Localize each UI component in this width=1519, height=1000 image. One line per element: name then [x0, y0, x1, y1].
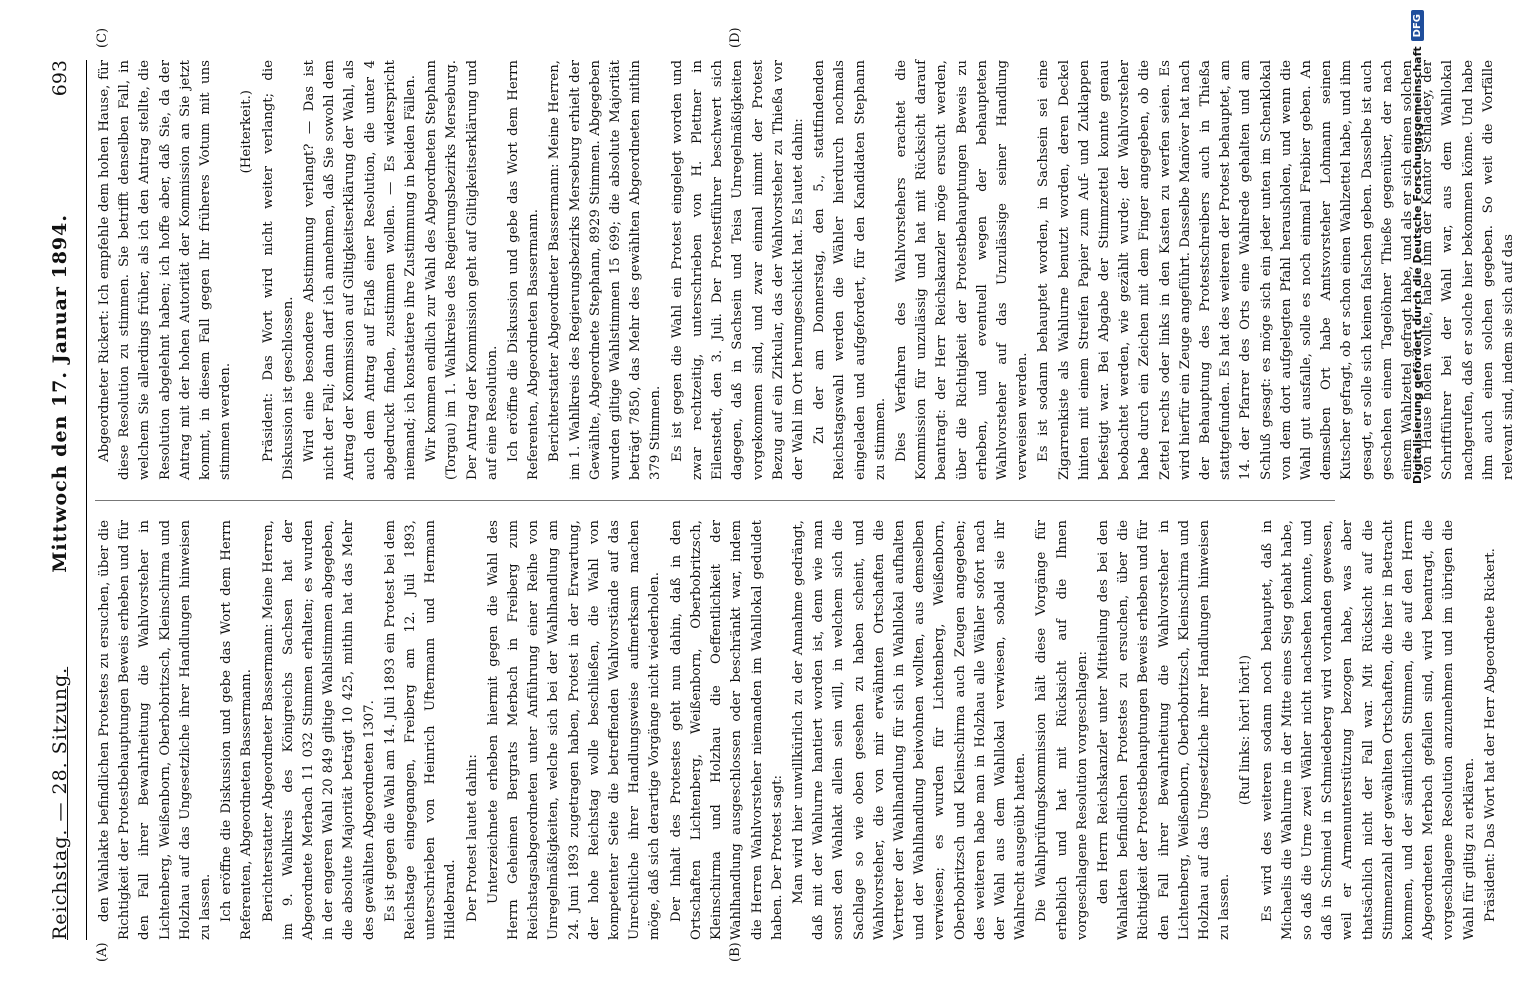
margin-marker-b: (B) — [728, 942, 743, 962]
paragraph: Es ist gegen die Wahl am 14. Juli 1893 ein Protest bei dem Reichstage eingegangen, Freiberg am 12. Juli 1893, unterschrieben von Heinrich Uftermann und Hermann Hildebrand. — [382, 520, 459, 940]
margin-marker-c: (C) — [95, 27, 110, 48]
paragraph: Es ist gegen die Wahl ein Protest eingelegt worden und zwar rechtzeitig, unterschrieben von H. Plettner in Eilenstedt, den 3. Juli. Der Protestführer beschwert sich dagegen, daß in Sachsein und Teisa Unregelmäßigkeiten vorgekommen sind, und zwar einmal nimmt der Protest Bezug auf ein Zirkular, das der Wahlvorsteher zu Thießa vor der Wahl im Ort herumgeschickt hat. Es lautet dahin: — [669, 60, 806, 480]
dfg-logo: DFG — [1411, 10, 1424, 41]
footer-text: Digitalisierung gefördert durch die Deutsche Forschungsgemeinschaft — [1411, 46, 1424, 485]
header-rule — [86, 60, 87, 940]
paragraph: Wird eine besondere Abstimmung verlangt? — Das ist nicht der Fall; dann darf ich annehmen, daß Sie sowohl dem Antrag der Kommission auf Giltigkeitserklärung der Wahl, als auch dem Antrag auf Erlaß einer Resolution, die unter 4 abgedruckt finden, zustimmen wollen. — Es widerspricht niemand; ich konstatiere ihre Zustimmung in beiden Fällen. — [302, 60, 419, 480]
paragraph: Ich eröffne die Diskussion und gebe das Wort dem Herrn Referenten, Abgeordneten Bassermann. — [219, 520, 255, 940]
left-column — [95, 520, 1498, 940]
page-header — [40, 60, 80, 940]
paragraph: (Ruf links: hört! hört!) — [1238, 654, 1254, 806]
paragraph: Berichterstatter Abgeordneter Bassermann: Meine Herren, im 9. Wahlkreis des Königreichs Sachsen hat der Abgeordnete Merbach 11 032 Stimmen erhalten; es wurden in der engeren Wahl 20 849 giltige Wahlstimmen abgegeben, die absolute Majorität beträgt 10 425, mithin hat das Mehr des gewählten Abgeordneten 1307. — [260, 520, 377, 940]
paragraph: Wir kommen endlich zur Wahl des Abgeordneten Stephann (Torgau) im 1. Wahlkreise des Regierungsbezirks Merseburg. Der Antrag der Kommission geht auf Giltigkeitserklärung und auf eine Resolution. — [424, 60, 500, 480]
margin-marker-d: (D) — [728, 27, 743, 48]
paragraph: Präsident: Das Wort hat der Herr Abgeordnete Rickert. — [1482, 548, 1498, 922]
paragraph: Präsident: Das Wort wird nicht weiter verlangt; die Diskussion ist geschlossen. — [260, 60, 296, 480]
paragraph: Ich eröffne die Diskussion und gebe das Wort dem Herrn Referenten, Abgeordneten Bassermann. — [506, 60, 542, 480]
header-date: Mittwoch den 17. Januar 1894. — [49, 214, 71, 573]
digitization-footer — [1411, 10, 1424, 990]
paragraph: Die Wahlprüfungskommission hält diese Vorgänge für erheblich und hat mit Rücksicht auf die Ihnen vorgeschlagene Resolution vorgeschlagen: — [1034, 520, 1090, 940]
paragraph: Dies Verfahren des Wahlvorstehers erachtet die Kommission für unzulässig und hat mit Rücksicht darauf beantragt: der Herr Reichskanzler möge ersucht werden, über die Richtigkeit der Protestbehauptungen Beweis zu erheben, und eventuell wegen der behaupteten Wahlvorsteher auf das Unzulässige seiner Handlung verweisen werden. — [893, 60, 1031, 480]
paragraph: Unterzeichnete erheben hiermit gegen die Wahl des Herrn Geheimen Bergrats Merbach in Freiberg zum Reichstagsabgeordneten unter Anführung einer Reihe von Unregelmäßigkeiten, welche sich bei der Wahlhandlung am 24. Juni 1893 zugetragen haben, Protest in der Erwartung, der hohe Reichstag wolle beschließen, die Wahl von kompetenter Seite die betreffenden Wahlvorstände auf das Unrechtliche ihrer Handlungsweise aufmerksam machen möge, daß sich derartige Vorgänge nicht wiederholen. — [485, 520, 663, 940]
header-session: Reichstag. — 28. Sitzung. — [49, 666, 71, 940]
paragraph: den Herrn Reichskanzler unter Mitteilung des bei den Wahlakten befindlichen Protestes zu ersuchen, über die Richtigkeit der Protestbehauptungen Beweis erheben und für den Fall ihrer Bewahrheitung die Wahlvorsteher in Lichtenberg, Weißenborn, Oberbobritzsch, Kleinschirma und Holzhau auf das Ungesetzliche ihrer Handlungen hinweisen zu lassen. — [1095, 520, 1233, 940]
paragraph: den Wahlakte befindlichen Protestes zu ersuchen, über die Richtigkeit der Protestbehauptungen Beweis erheben und für den Fall ihrer Bewahrheitung die Wahlvorsteher in Lichtenberg, Weißenborn, Oberbobritzsch, Kleinschirma und Holzhau auf das Ungesetzliche ihrer Handlungen hinweisen zu lassen. — [97, 520, 214, 940]
paragraph: (Heiterkeit.) — [239, 90, 255, 174]
column-separator — [95, 500, 1335, 501]
paragraph: Es ist sodann behauptet worden, in Sachsein sei eine Zigarrenkiste als Wahlurne benutzt worden, deren Deckel hinten mit einem Streifen Papier zum Auf- und Zuklappen befestigt war. Bei Abgabe der Stimmzettel konnte genau beobachtet werden, wie gezählt wurde; der Wahlvorsteher habe durch ein Zeichen mit dem Finger angegeben, ob die Zettel rechts oder links in den Kasten zu werfen seien. Es wird hierfür ein Zeuge angeführt. Dasselbe Manöver hat nach der Behauptung des Protestschreibers auch in Thießa stattgefunden. Es hat des weiteren der Protest behauptet, am 14. der Pfarrer des Orts eine Wahlrede gehalten und am Schluß gesagt: es möge sich ein jeder unten im Schenklokal von dem dort aufgelegten Pfahl herausholen, und wenn die Wahl gut ausfalle, solle es noch einmal Freibier geben. An demselben Ort habe Amtsvorsteher Lohmann seinen Kutscher gefragt, ob er schon einen Wahlzettel habe, und ihm gesagt, er solle sich keinen falschen geben. Dasselbe ist auch geschehen einem Tagelöhner Thieße gegenüber, der nach einem Wahlzettel gefragt habe, und als er sich einen solchen von Hause holen wollte, habe ihm der Kantor Schladey, der Schriftführer bei der Wahl war, aus dem Wahllokal nachgerufen, daß er solche hier bekommen könne. Und habe ihm auch einen solchen gegeben. So weit die Vorfälle relevant sind, indem sie sich auf das — [1036, 60, 1517, 480]
paragraph: Man wird hier unwillkürlich zu der Annahme gedrängt, daß mit der Wahlurne hantiert worden ist, denn wie man sonst den Wahlakt allein sein will, in welchem sich die Sachlage so wie oben gesehen zu haben scheint, und Wahlvorsteher, die von mir erwähnten Ortschaften die Vertreter der Wahlhandlung für sich in Wahllokal aufhalten und der Wahlhandlung beiwohnen wollten, aus demselben verwiesen; es wurden für Lichtenberg, Weißenborn, Oberbobritzsch und Kleinschirma auch Zeugen angegeben; des weiteren habe man in Holzhau alle Wähler sofort nach der Wahl aus dem Wahllokal verwiesen, sobald sie ihr Wahlrecht ausgeübt hatten. — [790, 520, 1029, 940]
margin-marker-a: (A) — [95, 942, 110, 962]
paragraph: Berichterstatter Abgeordneter Bassermann: Meine Herren, im 1. Wahlkreis des Regierungsbezirks Merseburg erhielt der Gewählte, Abgeordnete Stephann, 8929 Stimmen. Abgegeben wurden giltige Wahlstimmen 15 699; die absolute Majorität beträgt 7850, das Mehr des gewählten Abgeordneten mithin 379 Stimmen. — [547, 60, 664, 480]
paragraph: Abgeordneter Rickert: Ich empfehle dem hohen Hause, für diese Resolution zu stimmen. Sie betrifft denselben Fall, in welchem Sie allerdings früher, als ich den Antrag stellte, die Resolution abgelehnt haben; ich hoffe aber, daß Sie, da der Antrag mit der hohen Autorität der Kommission an Sie jetzt kommt, in diesem Fall gegen Ihr früheres Votum mit uns stimmen werden. — [97, 60, 234, 480]
page-number: 693 — [49, 60, 71, 97]
paragraph: Der Protest lautet dahin: — [464, 754, 480, 922]
paragraph: Der Inhalt des Protestes geht nun dahin, daß in den Ortschaften Lichtenberg, Weißenborn, Oberbobritzsch, Kleinschirma und Holzhau die Oeffentlichkeit der Wahlhandlung ausgeschlossen oder beschränkt war, indem die Herren Wahlvorsteher niemanden im Wahllokal geduldet haben. Der Protest sagt: — [668, 520, 785, 940]
paragraph: Es wird des weiteren sodann noch behauptet, daß in Michaelis die Wahlurne in der Mitte eines Sieg gehabt habe, so daß die Urne zwei Wähler nicht nachsehen konnte, und daß in Schmied in Schmiedeberg wird vorhanden gewesen, weil er Armenunterstützung bezogen habe, was aber thatsächlich nicht der Fall war. Mit Rücksicht auf die Stimmenzahl der gewählten Ortschaften, die hier in Betracht kommen, und der sämtlichen Stimmen, die auf den Herrn Abgeordneten Merbach gefallen sind, wird beantragt, die vorgeschlagene Resolution anzunehmen und im übrigen die Wahl für giltig zu erklären. — [1259, 520, 1477, 940]
paragraph: Zu der am Donnerstag, den 5., stattfindenden Reichstagswahl werden die Wähler hierdurch nochmals eingeladen und aufgefordert, für den Kandidaten Stephann zu stimmen. — [812, 60, 888, 480]
